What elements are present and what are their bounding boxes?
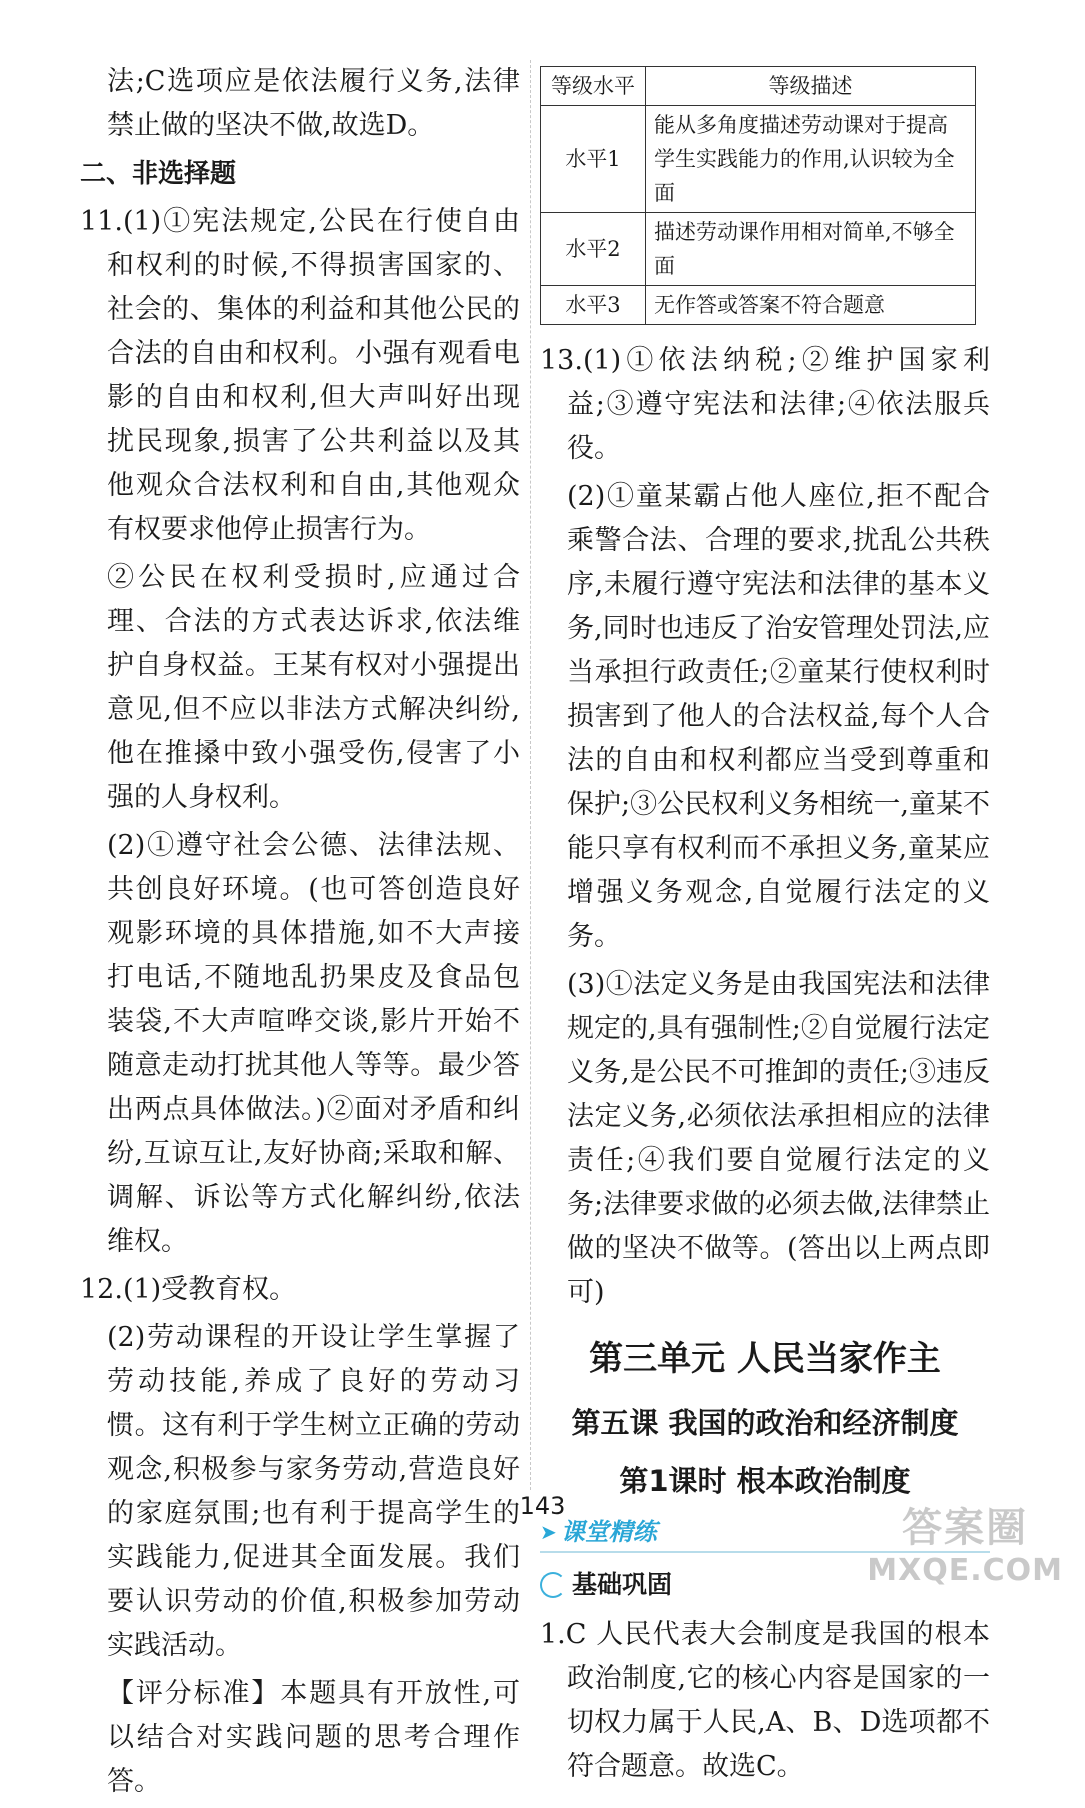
table-cell-desc: 无作答或答案不符合题意	[646, 286, 976, 325]
circle-icon	[540, 1572, 566, 1598]
table-cell-level: 水平2	[541, 213, 646, 286]
left-column	[80, 60, 520, 1808]
table-cell-desc: 能从多角度描述劳动课对于提高学生实践能力的作用,认识较为全面	[646, 106, 976, 213]
q1-answer: 1.C 人民代表大会制度是我国的根本政治制度,它的核心内容是国家的一切权力属于人民,A、B、D选项都不符合题意。故选C。	[540, 1619, 990, 1782]
page-number: 143	[519, 1492, 566, 1520]
unit-title: 第三单元 人民当家作主	[589, 1339, 941, 1379]
q13-part3: (3)①法定义务是由我国宪法和法律规定的,具有强制性;②自觉履行法定义务,是公民不可推卸的责任;③违反法定义务,必须依法承担相应的法律责任;④我们要自觉履行法定的义务;法律要求做的必须去做,法律禁止做的坚决不做等。(答出以上两点即可)	[567, 969, 990, 1308]
column-divider	[530, 60, 531, 1490]
table-row	[541, 286, 976, 325]
watermark-logo-text: 答案圈	[902, 1505, 1029, 1551]
q12-part1: 12.(1)受教育权。	[80, 1274, 297, 1305]
banner-label: 课堂精练	[560, 1518, 657, 1546]
table-cell-level: 水平3	[541, 286, 646, 325]
table-row	[541, 213, 976, 286]
q13-part2: (2)①童某霸占他人座位,拒不配合乘警合法、合理的要求,扰乱公共秩序,未履行遵守宪法和法律的基本义务,同时也违反了治安管理处罚法,应当承担行政责任;②童某行使权利时损害到了他人的合法权益,每个人合法的自由和权利都应当受到尊重和保护;③公民权利义务相统一,童某不能只享有权利而不承担义务,童某应增强义务观念,自觉履行法定的义务。	[567, 481, 990, 952]
table-cell-desc: 描述劳动课作用相对简单,不够全面	[646, 213, 976, 286]
period-title: 第1课时 根本政治制度	[619, 1464, 911, 1498]
arrow-icon: ➤	[540, 1520, 557, 1544]
q12-scoring: 【评分标准】本题具有开放性,可以结合对实践问题的思考合理作答。	[107, 1678, 520, 1797]
section-heading: 二、非选择题	[80, 159, 237, 189]
q11-part2: (2)①遵守社会公德、法律法规、共创良好环境。(也可答创造良好观影环境的具体措施,如不大声接打电话,不随地乱扔果皮及食品包装袋,不大声喧哗交谈,影片开始不随意走动打扰其他人等等。最少答出两点具体做法。)②面对矛盾和纠纷,互谅互让,友好协商;采取和解、调解、诉讼等方式化解纠纷,依法维权。	[107, 830, 520, 1257]
q11-part1-b: ②公民在权利受损时,应通过合理、合法的方式表达诉求,依法维护自身权益。王某有权对小强提出意见,但不应以非法方式解决纠纷,他在推搡中致小强受伤,侵害了小强的人身权利。	[107, 562, 520, 813]
lesson-title: 第五课 我国的政治和经济制度	[571, 1406, 959, 1440]
table-cell-level: 水平1	[541, 106, 646, 213]
watermark-url: MXQE.COM	[867, 1553, 1063, 1588]
grading-table	[540, 66, 976, 325]
table-row	[541, 106, 976, 213]
q13-part1: 13.(1)①依法纳税;②维护国家利益;③遵守宪法和法律;④依法服兵役。	[540, 345, 990, 464]
table-header-row	[541, 67, 976, 106]
q10-tail: 法;C选项应是依法履行义务,法律禁止做的坚决不做,故选D。	[107, 66, 520, 141]
subsection-label: 基础巩固	[572, 1570, 673, 1599]
q11-part1: 11.(1)①宪法规定,公民在行使自由和权利的时候,不得损害国家的、社会的、集体的利益和其他公民的合法的自由和权利。小强有观看电影的自由和权利,但大声叫好出现扰民现象,损害了公共利益以及其他观众合法权利和自由,其他观众有权要求他停止损害行为。	[80, 206, 520, 545]
table-header: 等级水平	[541, 67, 646, 106]
table-header: 等级描述	[646, 67, 976, 106]
watermark	[867, 1496, 1063, 1588]
q12-part2: (2)劳动课程的开设让学生掌握了劳动技能,养成了良好的劳动习惯。这有利于学生树立正确的劳动观念,积极参与家务劳动,营造良好的家庭氛围;也有利于提高学生的实践能力,促进其全面发展。我们要认识劳动的价值,积极参加劳动实践活动。	[107, 1322, 520, 1661]
